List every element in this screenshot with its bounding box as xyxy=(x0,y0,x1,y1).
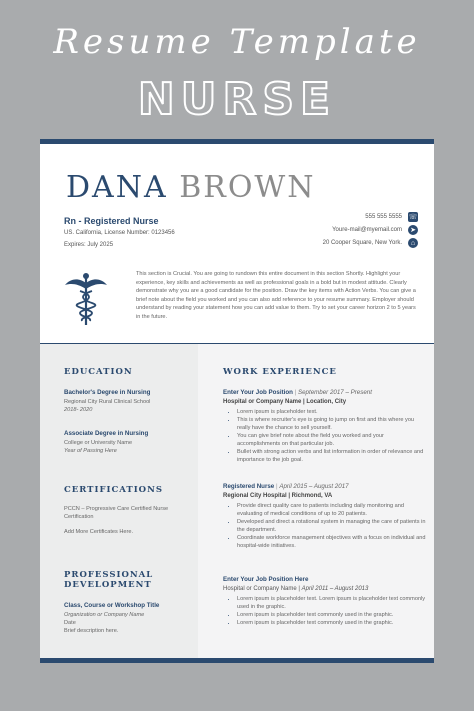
job-bullet: • This is where recruiter's eye is going to jump on first and this where you really have the chance to sell yourself. xyxy=(237,416,428,432)
contact-block xyxy=(258,211,418,250)
development-heading xyxy=(64,570,153,590)
banner-title: Resume Template xyxy=(53,22,421,62)
education-heading: EDUCATION xyxy=(64,367,133,377)
contact-address xyxy=(258,237,418,249)
degree-title: Associate Degree in Nursing xyxy=(64,430,149,437)
address-text: 20 Cooper Square, New York. xyxy=(322,240,402,246)
job-bullet: • You can give brief note about the field you worked and your accomplishments on that particular job. xyxy=(237,432,428,448)
course-desc: Brief description here. xyxy=(64,628,119,634)
job-title: Registered Nurse xyxy=(223,483,275,490)
education-dates: Year of Passing Here xyxy=(64,448,117,454)
job-bullet: • Developed and direct a rotational system in managing the care of patients in the department. xyxy=(237,518,428,534)
degree-title: Bachelor's Degree in Nursing xyxy=(64,389,151,396)
education-item xyxy=(64,430,194,455)
certifications-list xyxy=(64,505,194,536)
candidate-name xyxy=(66,170,316,205)
job-company: Hospital or Company Name xyxy=(223,586,297,592)
work-heading: WORK EXPERIENCE xyxy=(223,367,337,377)
job-title: Enter Your Job Position Here xyxy=(223,576,309,583)
job-entry xyxy=(223,576,428,627)
job-bullet: • Lorem ipsum is placeholder text. Lorem ipsum is placeholder text commonly used in the graphic. xyxy=(237,595,428,611)
home-icon: ⌂ xyxy=(408,238,418,248)
certification-line: Certification xyxy=(64,514,94,520)
course-org: Organization or Company Name xyxy=(64,612,145,618)
summary-text: This section is Crucial. You are going to rundown this entire document in this section Shortly. Highlight your experience, key skills and achievements as well as professional goals in a bold but in modest attitude. Clearly demonstrate why you are a good candidate for the position. Draw the key items with Action Verbs. You can give a brief note about the field you worked and you can also add reference to your resume summary. Employer should understand by reading your statement how you can add value to them. Try to set your career horizon 2 to 5 years in the future. xyxy=(136,271,416,320)
license-expiry: Expires: July 2025 xyxy=(64,242,114,248)
phone-text: 555 555 5555 xyxy=(365,214,402,220)
phone-icon: ☏ xyxy=(408,213,418,221)
job-bullets xyxy=(237,408,428,464)
job-bullet: • Coordinate workforce management objectives with a focus on individual and hospital-wide initiatives. xyxy=(237,534,428,550)
job-company: Hospital or Company Name | Location, City xyxy=(223,399,347,405)
job-title-line xyxy=(223,576,428,583)
education-item xyxy=(64,389,194,414)
sidebar xyxy=(40,344,198,663)
job-title-line: Enter Your Job Position | September 2017 – Present xyxy=(223,389,372,396)
work-section xyxy=(198,344,434,663)
first-name: DANA xyxy=(66,170,168,205)
school-name: Regional City Rural Clinical School xyxy=(64,399,151,405)
certification-more: Add More Certificates Here. xyxy=(64,529,134,535)
development-heading-line2: DEVELOPMENT xyxy=(64,580,152,590)
job-bullet: • Lorem ipsum is placeholder text. xyxy=(237,408,428,416)
job-entry xyxy=(223,483,428,550)
email-icon: ➤ xyxy=(408,225,418,235)
certification-line: PCCN – Progressive Care Certified Nurse xyxy=(64,506,169,512)
job-company: Regional City Hospital | Richmond, VA xyxy=(223,493,333,499)
job-dates: April 2015 – August 2017 xyxy=(279,483,349,490)
job-title-line: Registered Nurse | April 2015 – August 2017 xyxy=(223,483,349,490)
course-title: Class, Course or Workshop Title xyxy=(64,602,160,609)
job-entry xyxy=(223,389,428,464)
job-bullet: • Provide direct quality care to patients including daily monitoring and evaluating of medical conditions of up to 20 patients. xyxy=(237,502,428,518)
banner-subtitle: NURSE xyxy=(137,74,337,125)
job-bullet: • Lorem ipsum is placeholder text commonly used in the graphic. xyxy=(237,619,428,627)
job-dates: September 2017 – Present xyxy=(297,389,372,396)
job-bullets xyxy=(237,502,428,550)
development-heading-line1: PROFESSIONAL xyxy=(64,570,154,580)
resume-page xyxy=(40,139,434,663)
job-bullets xyxy=(237,595,428,627)
last-name: BROWN xyxy=(179,170,316,205)
license-info: US. California, License Number: 0123456 xyxy=(64,230,175,236)
development-item xyxy=(64,602,194,635)
job-bullet: • Bullet with strong action verbs and list information in order of relevance and importance to the job goal. xyxy=(237,448,428,464)
certifications-heading: CERTIFICATIONS xyxy=(64,485,163,495)
contact-phone xyxy=(258,211,418,223)
education-dates: 2018- 2020 xyxy=(64,407,93,413)
job-bullet: • Lorem ipsum is placeholder text commonly used in the graphic. xyxy=(237,611,428,619)
school-name: College or University Name xyxy=(64,440,133,446)
email-text: Youre-mail@myemail.com xyxy=(332,227,402,233)
course-date: Date xyxy=(64,620,76,626)
job-title: Enter Your Job Position xyxy=(223,389,293,396)
job-role: Rn - Registered Nurse xyxy=(64,216,159,226)
caduceus-icon xyxy=(64,271,108,327)
job-company-line: Hospital or Company Name | April 2011 – August 2013 xyxy=(223,586,369,592)
contact-email xyxy=(258,224,418,236)
job-dates: April 2011 – August 2013 xyxy=(301,586,369,592)
